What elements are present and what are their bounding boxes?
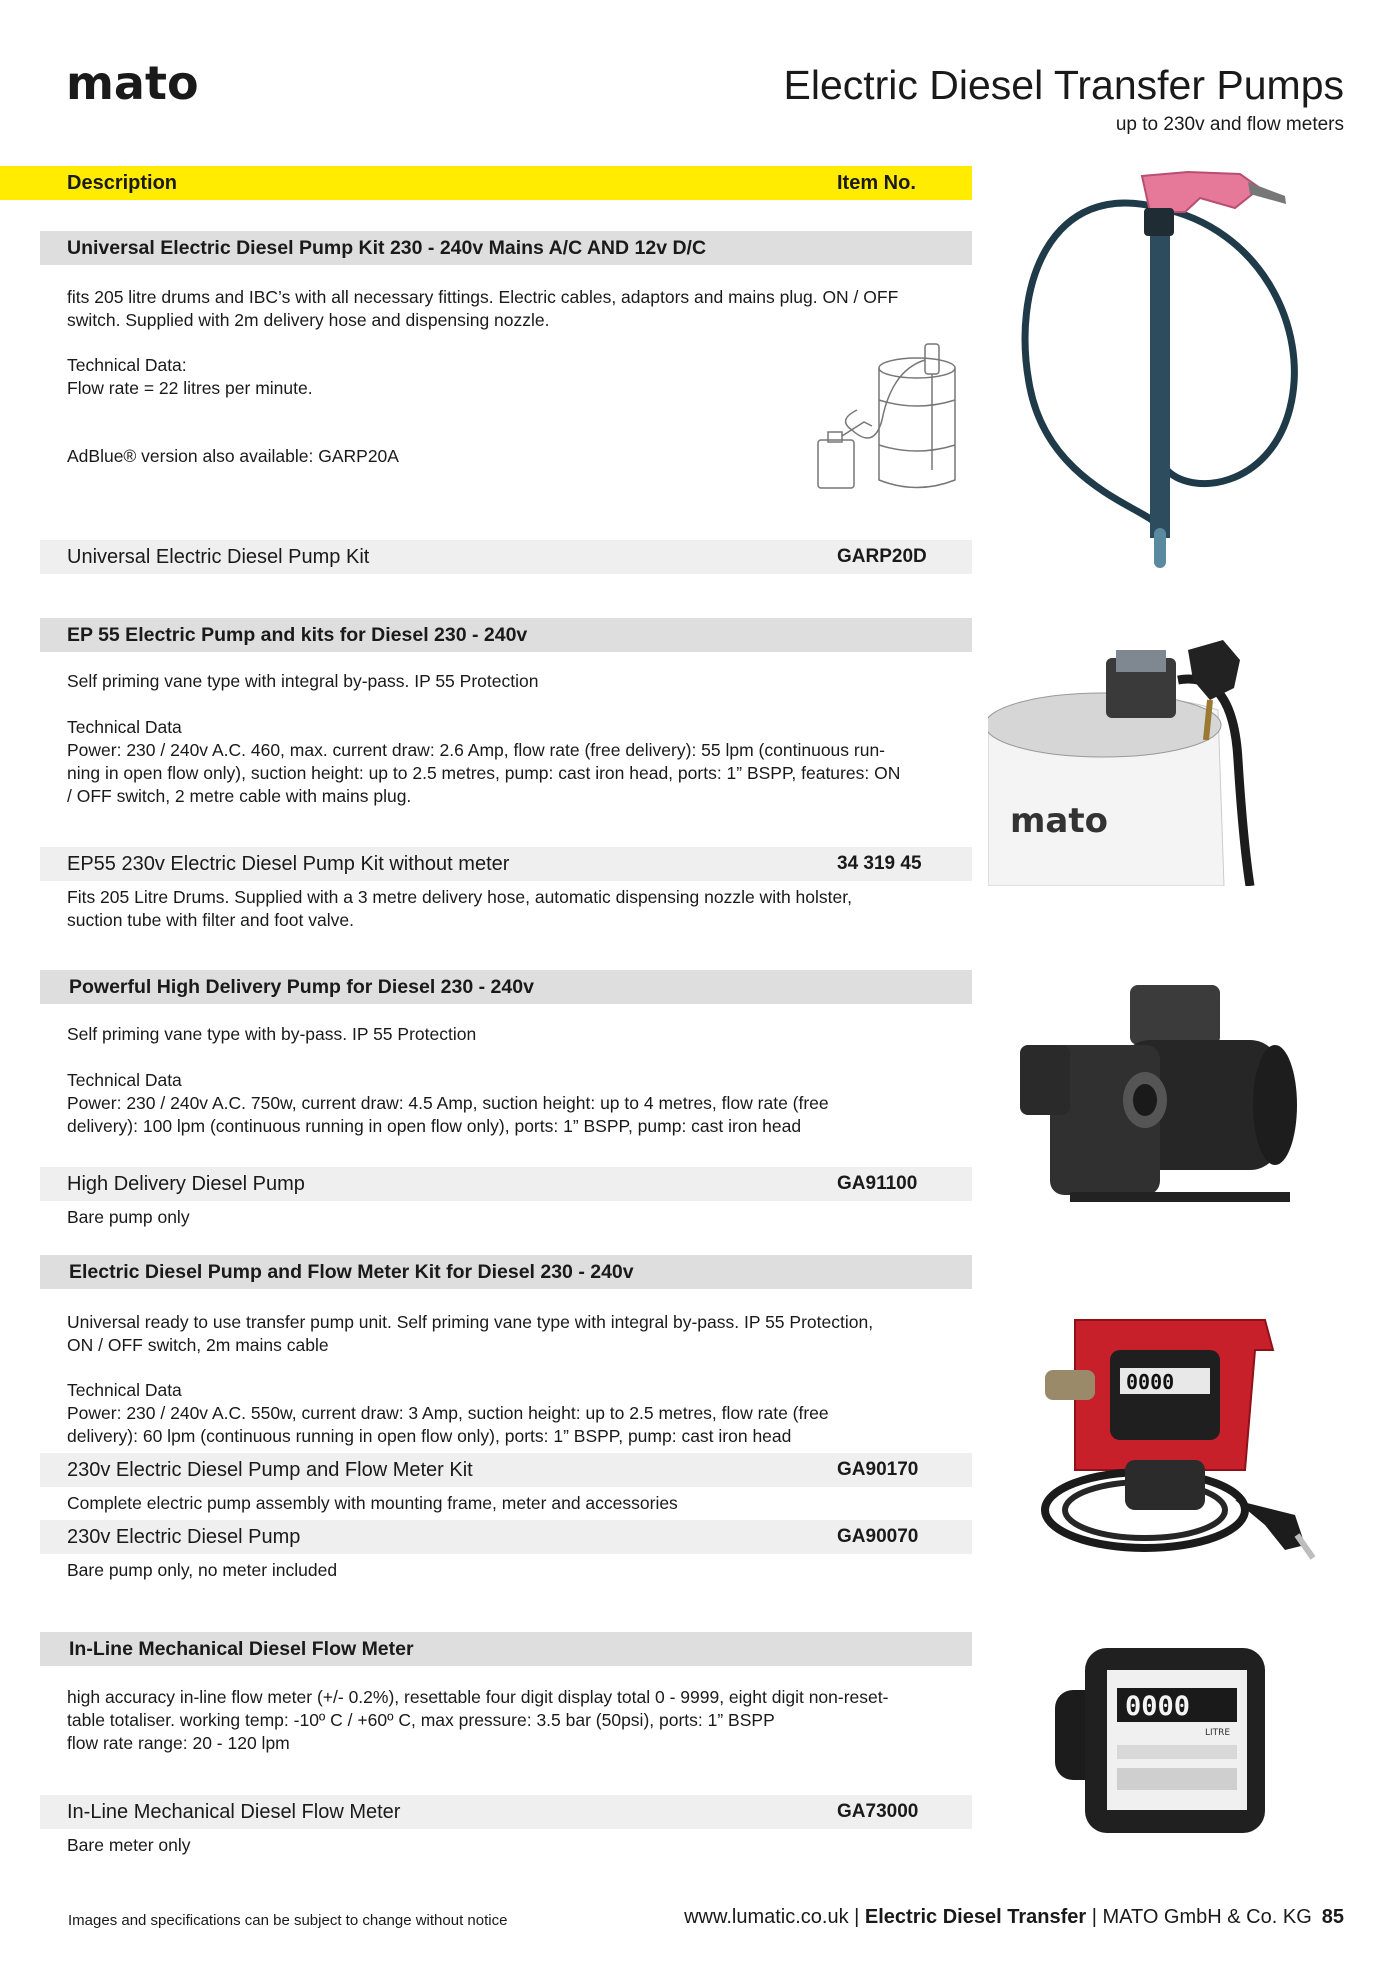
- ep55-drum-pump-photo: [988, 640, 1320, 886]
- description-column-header: Description: [67, 172, 178, 194]
- meter-unit-label: LITRE: [1205, 1728, 1231, 1738]
- section-description: Self priming vane type with integral by-pass. IP 55 Protection: [67, 671, 539, 691]
- item-name: High Delivery Diesel Pump: [67, 1173, 305, 1195]
- item-row-ga90070: [40, 1520, 972, 1554]
- item-code: GA90170: [837, 1459, 919, 1480]
- technical-data-label: Technical Data: [67, 1380, 182, 1400]
- item-row-garp20d: [40, 540, 972, 574]
- section-description: [67, 1686, 972, 1755]
- section-heading-universal-kit: [40, 231, 972, 265]
- item-name: Universal Electric Diesel Pump Kit: [67, 546, 370, 568]
- disclaimer: Images and specifications can be subject to change without notice: [68, 1912, 508, 1929]
- description-line: flow rate range: 20 - 120 lpm: [67, 1733, 290, 1753]
- description-line: switch. Supplied with 2m delivery hose and dispensing nozzle.: [67, 310, 550, 330]
- section-description: [67, 1311, 972, 1357]
- universal-pump-kit-photo: [1010, 168, 1310, 574]
- description-line: high accuracy in-line flow meter (+/- 0.2%), resettable four digit display total 0 - 9999, eight digit non-reset-: [67, 1687, 889, 1707]
- technical-data-line: Power: 230 / 240v A.C. 460, max. current draw: 2.6 Amp, flow rate (free delivery): 55 lpm (continuous run-: [67, 740, 886, 760]
- adblue-note: AdBlue® version also available: GARP20A: [67, 446, 399, 466]
- description-line: table totaliser. working temp: -10º C / +60º C, max pressure: 3.5 bar (50psi), ports: 1” BSPP: [67, 1710, 775, 1730]
- drum-mato-label: mato: [1010, 801, 1108, 841]
- section-heading-text: In-Line Mechanical Diesel Flow Meter: [69, 1638, 414, 1660]
- item-name: In-Line Mechanical Diesel Flow Meter: [67, 1801, 401, 1823]
- item-row-343194: [40, 847, 972, 881]
- item-description: [67, 886, 972, 932]
- item-description: Bare pump only: [67, 1207, 190, 1227]
- item-no-column-header: Item No.: [837, 172, 916, 194]
- item-name: 230v Electric Diesel Pump: [67, 1526, 301, 1548]
- page-number: 85: [1321, 1906, 1344, 1928]
- technical-data-line: delivery): 100 lpm (continuous running in open flow only), ports: 1” BSPP, pump: cast iron head: [67, 1116, 802, 1136]
- section-heading-high-delivery: [40, 970, 972, 1004]
- technical-data-line: Power: 230 / 240v A.C. 750w, current draw: 4.5 Amp, suction height: up to 4 metres, flow rate (free: [67, 1093, 829, 1113]
- item-description-line: suction tube with filter and foot valve.: [67, 910, 354, 930]
- technical-data-line: delivery): 60 lpm (continuous running in open flow only), ports: 1” BSPP, pump: cast iron head: [67, 1426, 792, 1446]
- item-code: GA90070: [837, 1526, 919, 1547]
- technical-data-line: Power: 230 / 240v A.C. 550w, current draw: 3 Amp, suction height: up to 2.5 metres, flow rate (free: [67, 1403, 829, 1423]
- item-code: GARP20D: [837, 546, 927, 567]
- section-heading-text: EP 55 Electric Pump and kits for Diesel 230 - 240v: [67, 624, 528, 646]
- technical-data-line: ning in open flow only), suction height: up to 2.5 metres, pump: cast iron head, ports: 1” BSPP, features: ON: [67, 763, 901, 783]
- item-name: EP55 230v Electric Diesel Pump Kit without meter: [67, 853, 510, 875]
- item-description: Bare meter only: [67, 1835, 191, 1855]
- meter-display-digits: 0000: [1126, 1370, 1175, 1394]
- technical-data: [67, 1069, 972, 1138]
- description-line: fits 205 litre drums and IBC’s with all necessary fittings. Electric cables, adaptors and mains plug. ON / OFF: [67, 287, 899, 307]
- technical-data-line: / OFF switch, 2 metre cable with mains plug.: [67, 786, 412, 806]
- page-subtitle: up to 230v and flow meters: [1115, 114, 1344, 135]
- description-line: Universal ready to use transfer pump unit. Self priming vane type with integral by-pass. IP 55 Protection,: [67, 1312, 874, 1332]
- footer-section-name: Electric Diesel Transfer: [864, 1906, 1087, 1928]
- item-code: 34 319 45: [837, 853, 922, 874]
- technical-data-line: Flow rate = 22 litres per minute.: [67, 378, 313, 398]
- item-code: GA91100: [837, 1173, 918, 1194]
- section-heading-text: Electric Diesel Pump and Flow Meter Kit for Diesel 230 - 240v: [69, 1261, 634, 1283]
- section-heading-text: Powerful High Delivery Pump for Diesel 230 - 240v: [69, 976, 534, 998]
- item-description-line: Fits 205 Litre Drums. Supplied with a 3 metre delivery hose, automatic dispensing nozzle with holster,: [67, 887, 852, 907]
- item-description: Bare pump only, no meter included: [67, 1560, 338, 1580]
- section-heading-flow-meter: [40, 1632, 972, 1666]
- item-row-ga73000: [40, 1795, 972, 1829]
- page-title: Electric Diesel Transfer Pumps: [783, 62, 1344, 108]
- footer-info: [684, 1906, 1344, 1929]
- technical-data: [67, 1379, 972, 1448]
- table-header-bar: [0, 166, 972, 200]
- drum-pump-line-drawing: [812, 340, 972, 500]
- item-row-ga90170: [40, 1453, 972, 1487]
- section-heading-text: Universal Electric Diesel Pump Kit 230 - 240v Mains A/C AND 12v D/C: [67, 237, 707, 259]
- technical-data-label: Technical Data:: [67, 355, 187, 375]
- mato-logo: mato: [66, 56, 199, 110]
- item-description: Complete electric pump assembly with mounting frame, meter and accessories: [67, 1493, 678, 1513]
- item-code: GA73000: [837, 1801, 919, 1822]
- section-description: Self priming vane type with by-pass. IP 55 Protection: [67, 1024, 477, 1044]
- section-description: [67, 286, 972, 332]
- item-row-ga91100: [40, 1167, 972, 1201]
- item-name: 230v Electric Diesel Pump and Flow Meter Kit: [67, 1459, 473, 1481]
- high-delivery-pump-photo: [1020, 985, 1305, 1217]
- description-line: ON / OFF switch, 2m mains cable: [67, 1335, 329, 1355]
- footer-company: | MATO GmbH & Co. KG: [1086, 1906, 1312, 1928]
- website-link[interactable]: www.lumatic.co.uk |: [684, 1906, 865, 1928]
- technical-data-label: Technical Data: [67, 1070, 182, 1090]
- pump-meter-kit-photo: [1035, 1310, 1320, 1562]
- section-heading-ep55: [40, 618, 972, 652]
- meter-display-digits: 0000: [1125, 1691, 1191, 1722]
- flow-meter-photo: [1055, 1640, 1275, 1840]
- section-heading-pump-meter-kit: [40, 1255, 972, 1289]
- technical-data: [67, 716, 972, 808]
- technical-data-label: Technical Data: [67, 717, 182, 737]
